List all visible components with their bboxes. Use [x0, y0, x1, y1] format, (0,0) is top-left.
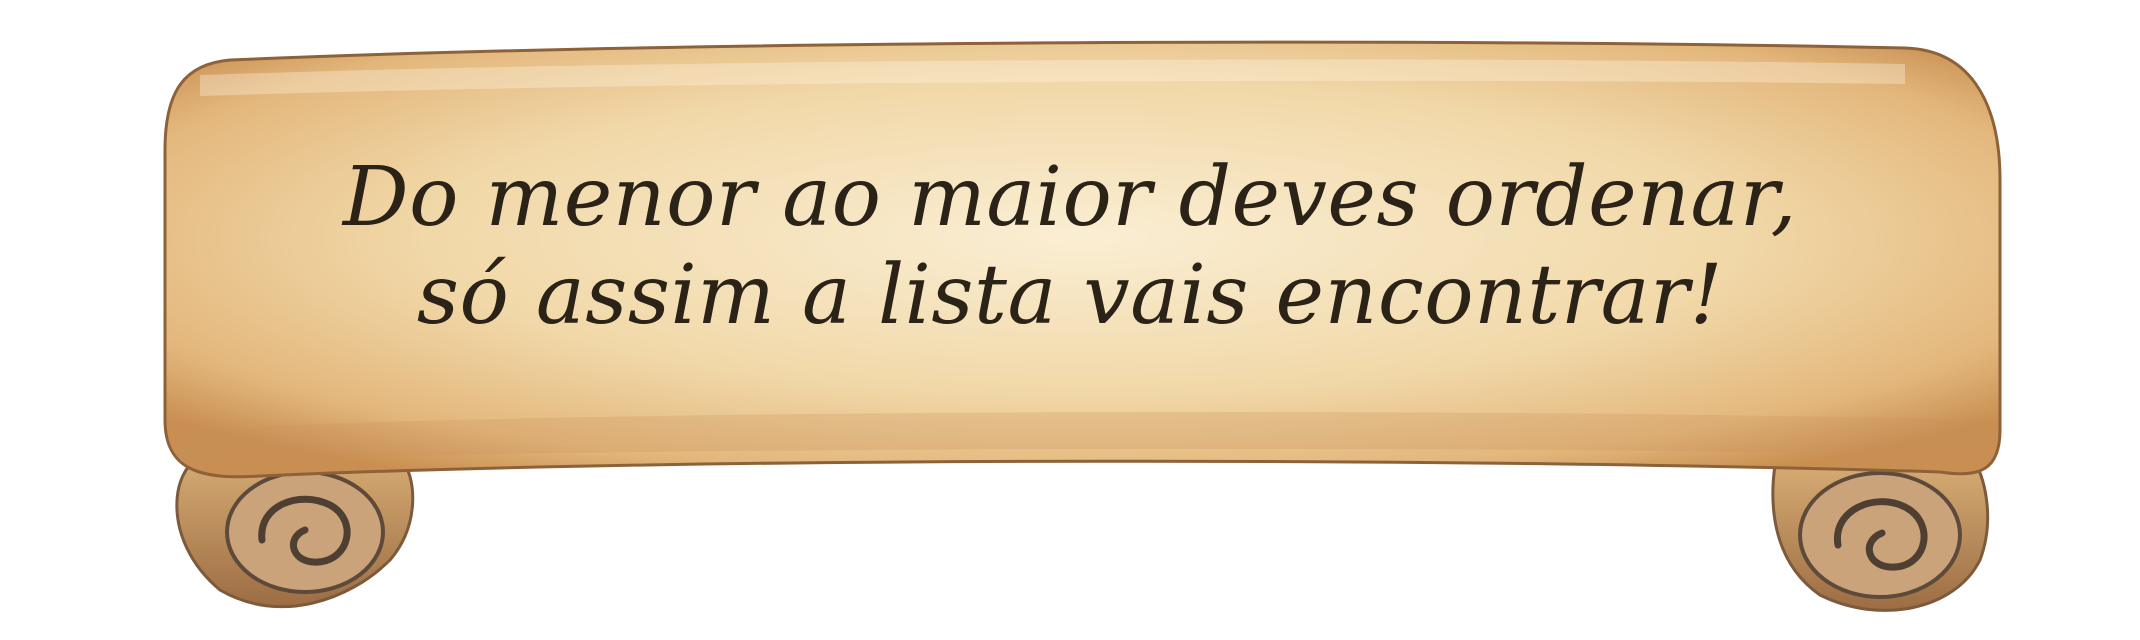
- verse-line-1: Do menor ao maior deves ordenar,: [342, 150, 1798, 245]
- left-curl: [177, 455, 413, 607]
- verse-line-2: só assim a lista vais encontrar!: [416, 248, 1724, 343]
- right-curl: [1773, 462, 1988, 610]
